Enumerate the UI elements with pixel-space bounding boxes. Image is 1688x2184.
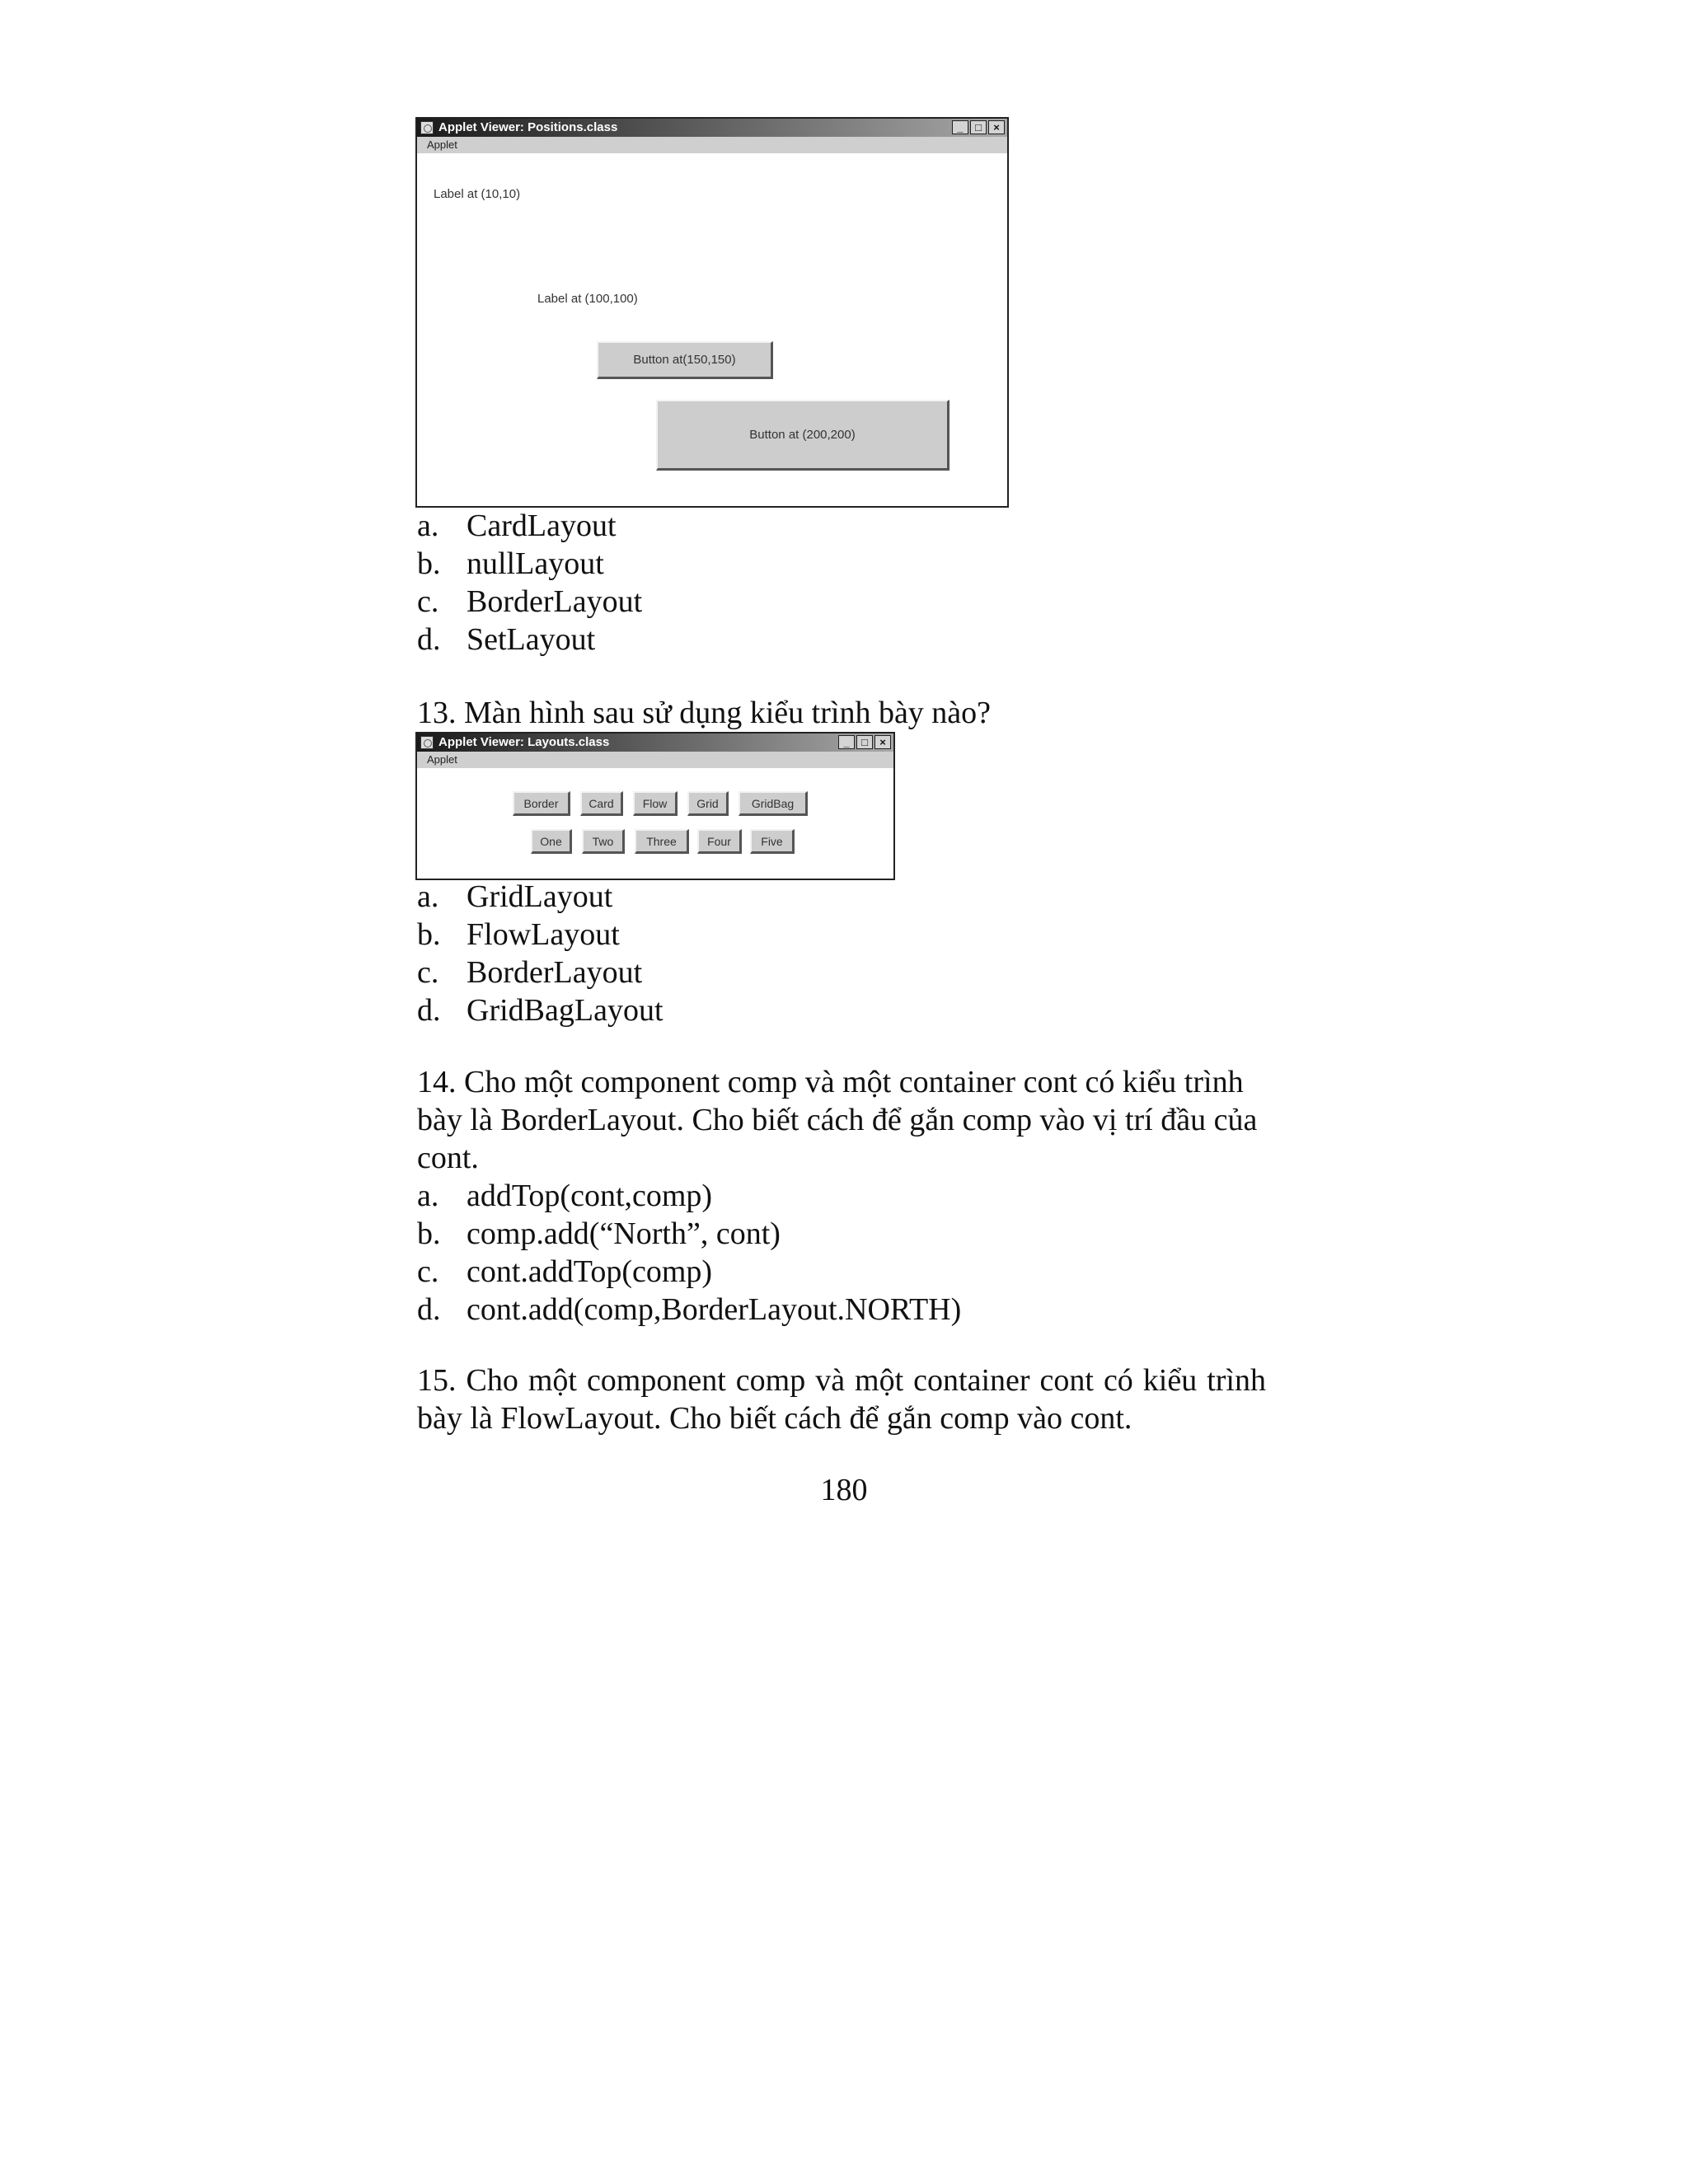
menu-bar <box>417 752 893 768</box>
close-icon[interactable]: × <box>874 735 891 749</box>
q13-option-c: c. BorderLayout <box>417 955 643 990</box>
label-10-10: Label at (10,10) <box>434 187 521 201</box>
minimize-icon[interactable]: _ <box>952 120 968 134</box>
gridbag-button[interactable]: GridBag <box>738 791 808 816</box>
close-icon[interactable]: × <box>988 120 1005 134</box>
button-200-200[interactable]: Button at (200,200) <box>656 400 950 471</box>
positions-applet-window <box>415 117 1009 508</box>
maximize-icon[interactable]: □ <box>970 120 987 134</box>
maximize-icon[interactable]: □ <box>856 735 873 749</box>
five-button[interactable]: Five <box>750 829 795 854</box>
window-title-bar <box>417 733 893 752</box>
window-title: Applet Viewer: Layouts.class <box>438 735 610 749</box>
q13-option-d: d. GridBagLayout <box>417 993 663 1028</box>
q14-option-a: a. addTop(cont,comp) <box>417 1179 713 1213</box>
page-number: 180 <box>820 1473 868 1507</box>
q15-question: 15. Cho một component comp và một container cont có kiểu trình bày là FlowLayout. Cho biết cách để gắn comp vào cont. <box>417 1363 1266 1436</box>
card-button[interactable]: Card <box>580 791 623 816</box>
q12-option-c: c. BorderLayout <box>417 584 643 619</box>
minimize-icon[interactable]: _ <box>838 735 855 749</box>
button-150-150[interactable]: Button at(150,150) <box>597 341 773 379</box>
q14-option-d: d. cont.add(comp,BorderLayout.NORTH) <box>417 1292 962 1327</box>
q14-question: 14. Cho một component comp và một container cont có kiểu trình bày là BorderLayout. Cho biết cách để gắn comp vào vị trí đầu của cont. <box>417 1065 1258 1175</box>
two-button[interactable]: Two <box>582 829 625 854</box>
q14-option-b: b. comp.add(“North”, cont) <box>417 1216 781 1251</box>
q13-option-b: b. FlowLayout <box>417 917 620 952</box>
q14-option-c: c. cont.addTop(comp) <box>417 1254 713 1289</box>
java-cup-icon <box>420 736 434 749</box>
q12-option-a: a. CardLayout <box>417 509 617 543</box>
q12-option-b: b. nullLayout <box>417 546 604 581</box>
flow-button[interactable]: Flow <box>633 791 678 816</box>
four-button[interactable]: Four <box>697 829 742 854</box>
window-title-bar <box>417 119 1007 137</box>
one-button[interactable]: One <box>531 829 572 854</box>
menu-applet[interactable]: Applet <box>427 753 457 766</box>
grid-button[interactable]: Grid <box>687 791 729 816</box>
menu-applet[interactable]: Applet <box>427 138 457 151</box>
q13-option-a: a. GridLayout <box>417 879 613 914</box>
border-button[interactable]: Border <box>513 791 570 816</box>
java-cup-icon <box>420 121 434 134</box>
q12-option-d: d. SetLayout <box>417 622 596 657</box>
layouts-applet-window <box>415 732 895 880</box>
three-button[interactable]: Three <box>635 829 689 854</box>
q13-question: 13. Màn hình sau sử dụng kiểu trình bày nào? <box>417 696 992 730</box>
window-title: Applet Viewer: Positions.class <box>438 120 618 134</box>
menu-bar <box>417 137 1007 153</box>
label-100-100: Label at (100,100) <box>537 292 638 306</box>
